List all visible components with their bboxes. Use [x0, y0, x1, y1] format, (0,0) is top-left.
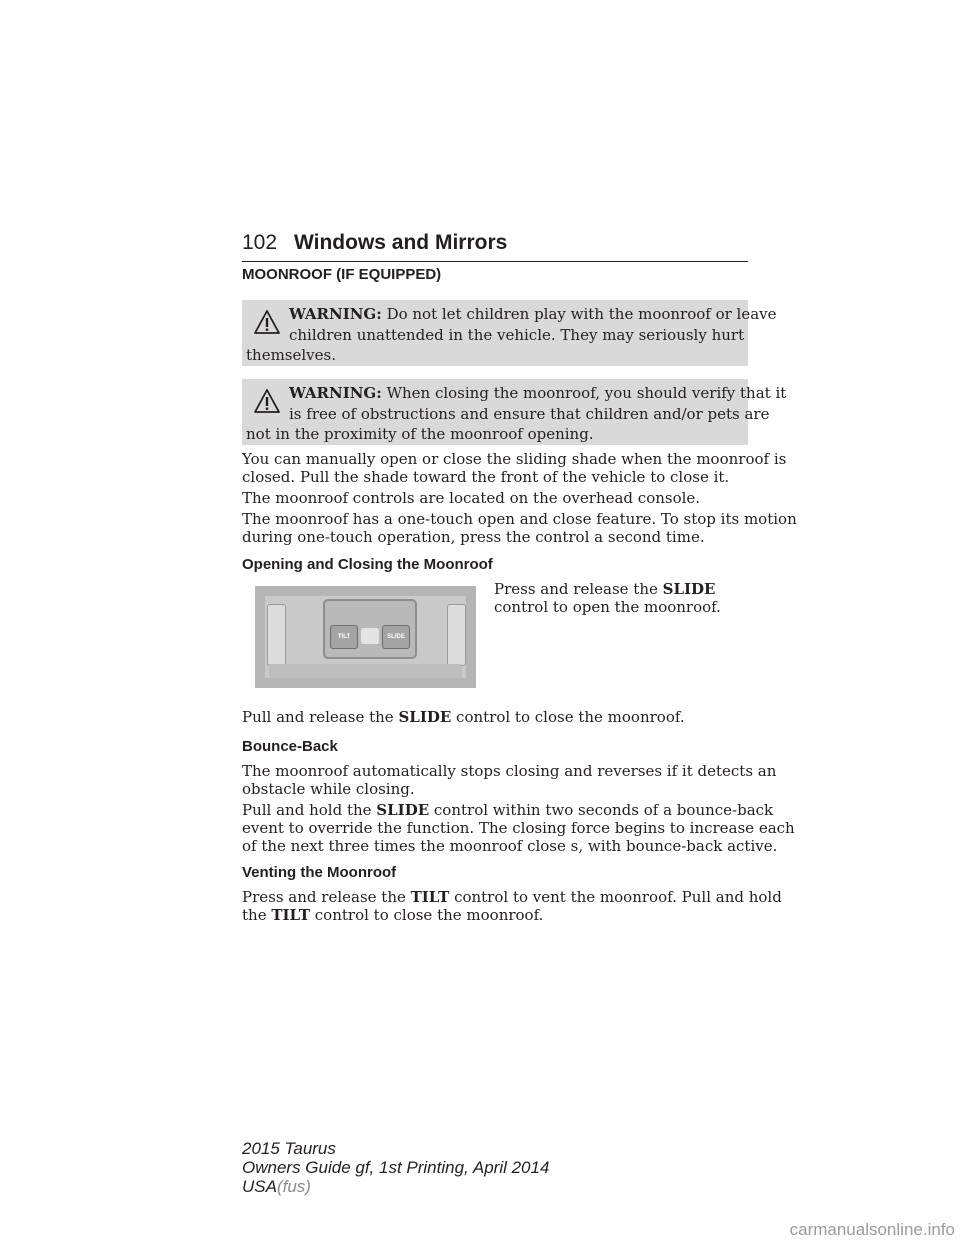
warning-text: When closing the moonroof, you should verify that it — [386, 384, 787, 402]
slide-close-text — [242, 708, 752, 726]
document-footer — [242, 1139, 549, 1196]
opening-heading: Opening and Closing the Moonroof — [242, 556, 493, 573]
warning-line-2: children unattended in the vehicle. They may seriously hurt — [289, 326, 745, 344]
console-base — [269, 664, 462, 678]
warning-triangle-icon — [254, 389, 280, 413]
footer-model: 2015 Taurus — [242, 1139, 336, 1158]
paragraph-one-touch-l2: during one-touch operation, press the control a second time. — [242, 528, 705, 546]
moonroof-heading: MOONROOF (IF EQUIPPED) — [242, 266, 442, 283]
page-header — [242, 231, 748, 262]
venting-l2 — [242, 906, 752, 924]
venting-l1 — [242, 888, 782, 906]
warning-line-3: themselves. — [246, 346, 336, 364]
text: control within two seconds of a bounce-back — [429, 801, 774, 819]
tilt-term: TILT — [410, 888, 450, 906]
moonroof-control-panel — [323, 599, 417, 659]
footer-region — [242, 1177, 549, 1196]
text: Pull and release the — [242, 708, 399, 726]
text: Press and release the — [242, 888, 411, 906]
text: the — [242, 906, 272, 924]
bounce-p1-l1: The moonroof automatically stops closing and reverses if it detects an — [242, 762, 777, 780]
section-title: Windows and Mirrors — [294, 231, 508, 254]
footer-printing: Owners Guide gf, 1st Printing, April 2014 — [242, 1158, 550, 1177]
text: control to close the moonroof. — [310, 906, 544, 924]
venting-heading: Venting the Moonroof — [242, 864, 397, 881]
warning-box-1 — [242, 300, 777, 366]
warning-label: WARNING: — [289, 305, 382, 323]
tilt-term: TILT — [271, 906, 311, 924]
paragraph-controls: The moonroof controls are located on the overhead console. — [242, 489, 701, 507]
text: Press and release the — [494, 580, 663, 598]
region: USA — [242, 1177, 277, 1196]
overhead-console-image — [255, 586, 476, 688]
warning-line-2: is free of obstructions and ensure that children and/or pets are — [289, 405, 770, 423]
paragraph-shade-l1: You can manually open or close the sliding shade when the moonroof is — [242, 450, 787, 468]
warning-label: WARNING: — [289, 384, 382, 402]
site-watermark: carmanualsonline.info — [789, 1220, 955, 1239]
warning-text: Do not let children play with the moonroof or leave — [386, 305, 777, 323]
warning-line-1 — [289, 383, 786, 404]
warning-box-2 — [242, 379, 787, 445]
page-number: 102 — [242, 231, 278, 254]
slide-term: SLIDE — [376, 801, 430, 819]
paragraph-one-touch-l1: The moonroof has a one-touch open and close feature. To stop its motion — [242, 510, 797, 528]
bounce-p2-l3: of the next three times the moonroof close s, with bounce-back active. — [242, 837, 778, 855]
slide-term: SLIDE — [398, 708, 452, 726]
bounce-back-heading: Bounce-Back — [242, 738, 338, 755]
warning-line-3: not in the proximity of the moonroof opening. — [246, 425, 594, 443]
slide-open-l2: control to open the moonroof. — [494, 598, 721, 616]
text: Pull and hold the — [242, 801, 377, 819]
bounce-p2-l1 — [242, 801, 774, 819]
paragraph-shade-l2: closed. Pull the shade toward the front of the vehicle to close it. — [242, 468, 730, 486]
right-lamp-lens — [447, 604, 466, 666]
warning-triangle-icon — [254, 310, 280, 334]
slide-button: SLIDE — [382, 625, 410, 649]
panel-divider — [361, 628, 379, 644]
slide-open-l1 — [494, 580, 754, 598]
region-code: (fus) — [276, 1177, 311, 1196]
tilt-button: TILT — [330, 625, 358, 649]
left-lamp-lens — [267, 604, 286, 666]
warning-line-1 — [289, 304, 777, 325]
text: control to close the moonroof. — [451, 708, 685, 726]
text: control to vent the moonroof. Pull and hold — [449, 888, 782, 906]
bounce-p2-l2: event to override the function. The closing force begins to increase each — [242, 819, 795, 837]
slide-term: SLIDE — [662, 580, 716, 598]
bounce-p1-l2: obstacle while closing. — [242, 780, 415, 798]
